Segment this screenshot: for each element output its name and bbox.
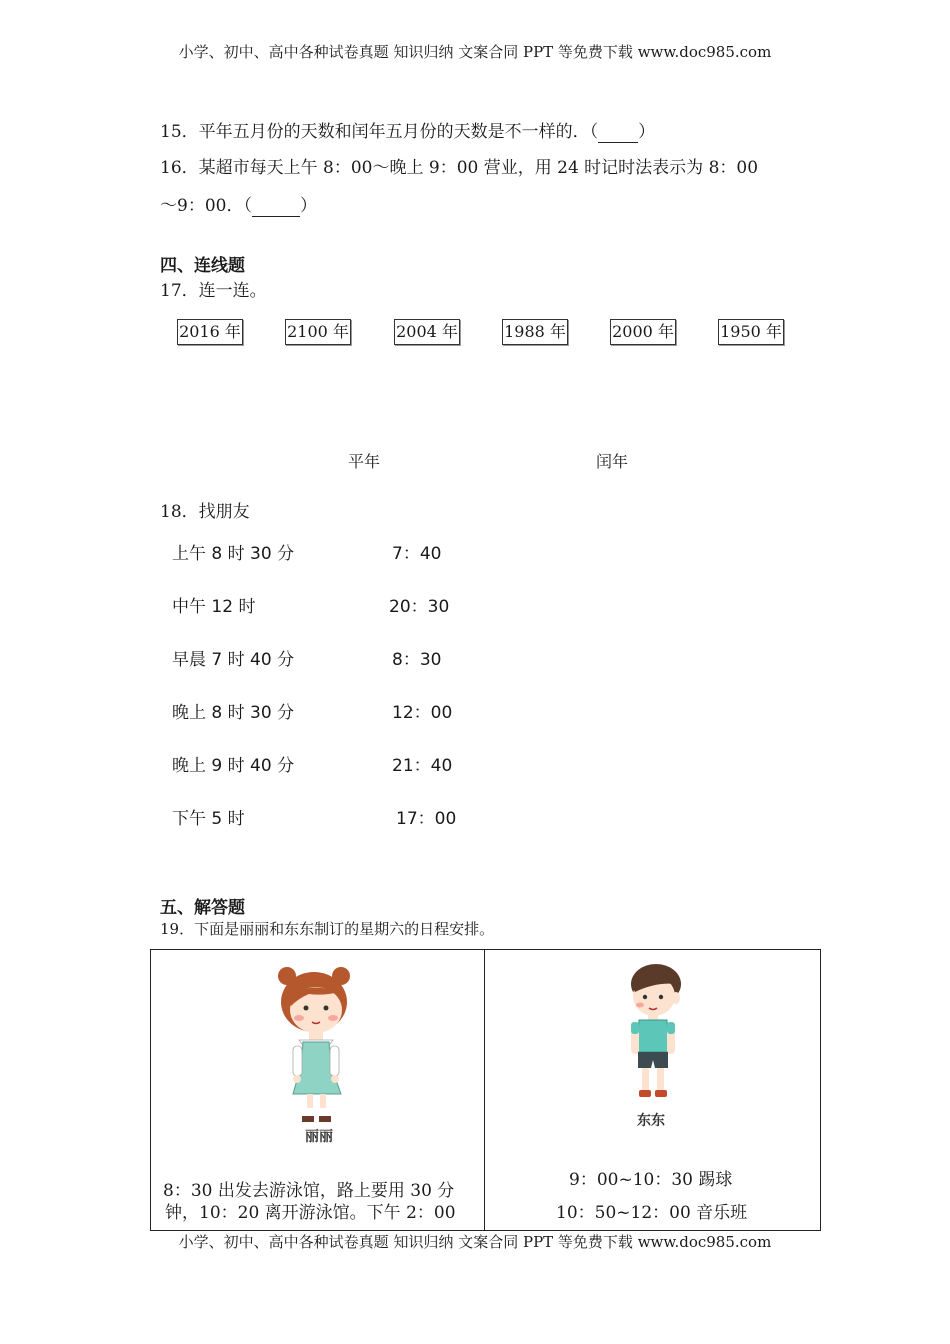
dongdong-schedule-line1: 9：00~10：30 踢球: [569, 1170, 733, 1190]
match-left-item[interactable]: 下午 5 时: [172, 809, 245, 829]
dongdong-schedule-line2: 10：50~12：00 音乐班: [556, 1203, 748, 1223]
question-19-label: 19．下面是丽丽和东东制订的星期六的日程安排。: [160, 920, 495, 938]
match-right-item[interactable]: 17：00: [396, 809, 457, 829]
match-left-item[interactable]: 晚上 8 时 30 分: [172, 703, 295, 723]
question-16-line1: 16．某超市每天上午 8：00～晚上 9：00 营业，用 24 时记时法表示为 8：00: [160, 158, 759, 178]
match-right-item[interactable]: 8：30: [392, 650, 442, 670]
match-right-item[interactable]: 21：40: [392, 756, 453, 776]
q15-answer-blank[interactable]: [598, 122, 638, 143]
category-common-year[interactable]: 平年: [348, 452, 381, 471]
q16-answer-blank[interactable]: [252, 196, 300, 217]
page-header: 小学、初中、高中各种试卷真题 知识归纳 文案合同 PPT 等免费下载 www.doc985.com: [178, 43, 772, 61]
dongdong-name: 东东: [637, 1113, 665, 1129]
section-5-title: 五、解答题: [160, 898, 245, 918]
year-box[interactable]: 1988 年: [502, 319, 568, 345]
girl-lili-illustration: [269, 962, 369, 1142]
question-15: [160, 117, 655, 143]
match-left-item[interactable]: 晚上 9 时 40 分: [172, 756, 295, 776]
year-box[interactable]: 1950 年: [718, 319, 784, 345]
category-leap-year[interactable]: 闰年: [596, 452, 629, 471]
question-18-label: 18．找朋友: [160, 502, 250, 522]
match-right-item[interactable]: 7：40: [392, 544, 442, 564]
match-left-item[interactable]: 中午 12 时: [172, 597, 256, 617]
q16-close: ）: [299, 196, 317, 216]
q15-text: 15．平年五月份的天数和闰年五月份的天数是不一样的．（: [160, 122, 599, 142]
match-right-item[interactable]: 12：00: [392, 703, 453, 723]
question-16-line2: [160, 191, 317, 217]
question-17-label: 17．连一连。: [160, 281, 267, 301]
match-right-item[interactable]: 20：30: [389, 597, 450, 617]
year-box[interactable]: 2004 年: [394, 319, 460, 345]
year-box[interactable]: 2100 年: [285, 319, 351, 345]
schedule-table: [150, 949, 821, 1231]
match-left-item[interactable]: 上午 8 时 30 分: [172, 544, 295, 564]
page-footer: 小学、初中、高中各种试卷真题 知识归纳 文案合同 PPT 等免费下载 www.doc985.com: [178, 1233, 772, 1251]
section-4-title: 四、连线题: [160, 256, 245, 276]
lili-schedule-line1: 8：30 出发去游泳馆，路上要用 30 分: [163, 1181, 455, 1201]
q15-close: ）: [638, 122, 656, 142]
boy-dongdong-illustration: [621, 962, 691, 1107]
match-left-item[interactable]: 早晨 7 时 40 分: [172, 650, 295, 670]
q16-text: ～9：00．（: [160, 196, 252, 216]
lili-name: 丽丽: [305, 1129, 333, 1145]
table-divider: [484, 950, 485, 1230]
year-box[interactable]: 2016 年: [177, 319, 243, 345]
year-box[interactable]: 2000 年: [610, 319, 676, 345]
lili-schedule-line2: 钟，10：20 离开游泳馆。下午 2：00: [165, 1203, 456, 1223]
